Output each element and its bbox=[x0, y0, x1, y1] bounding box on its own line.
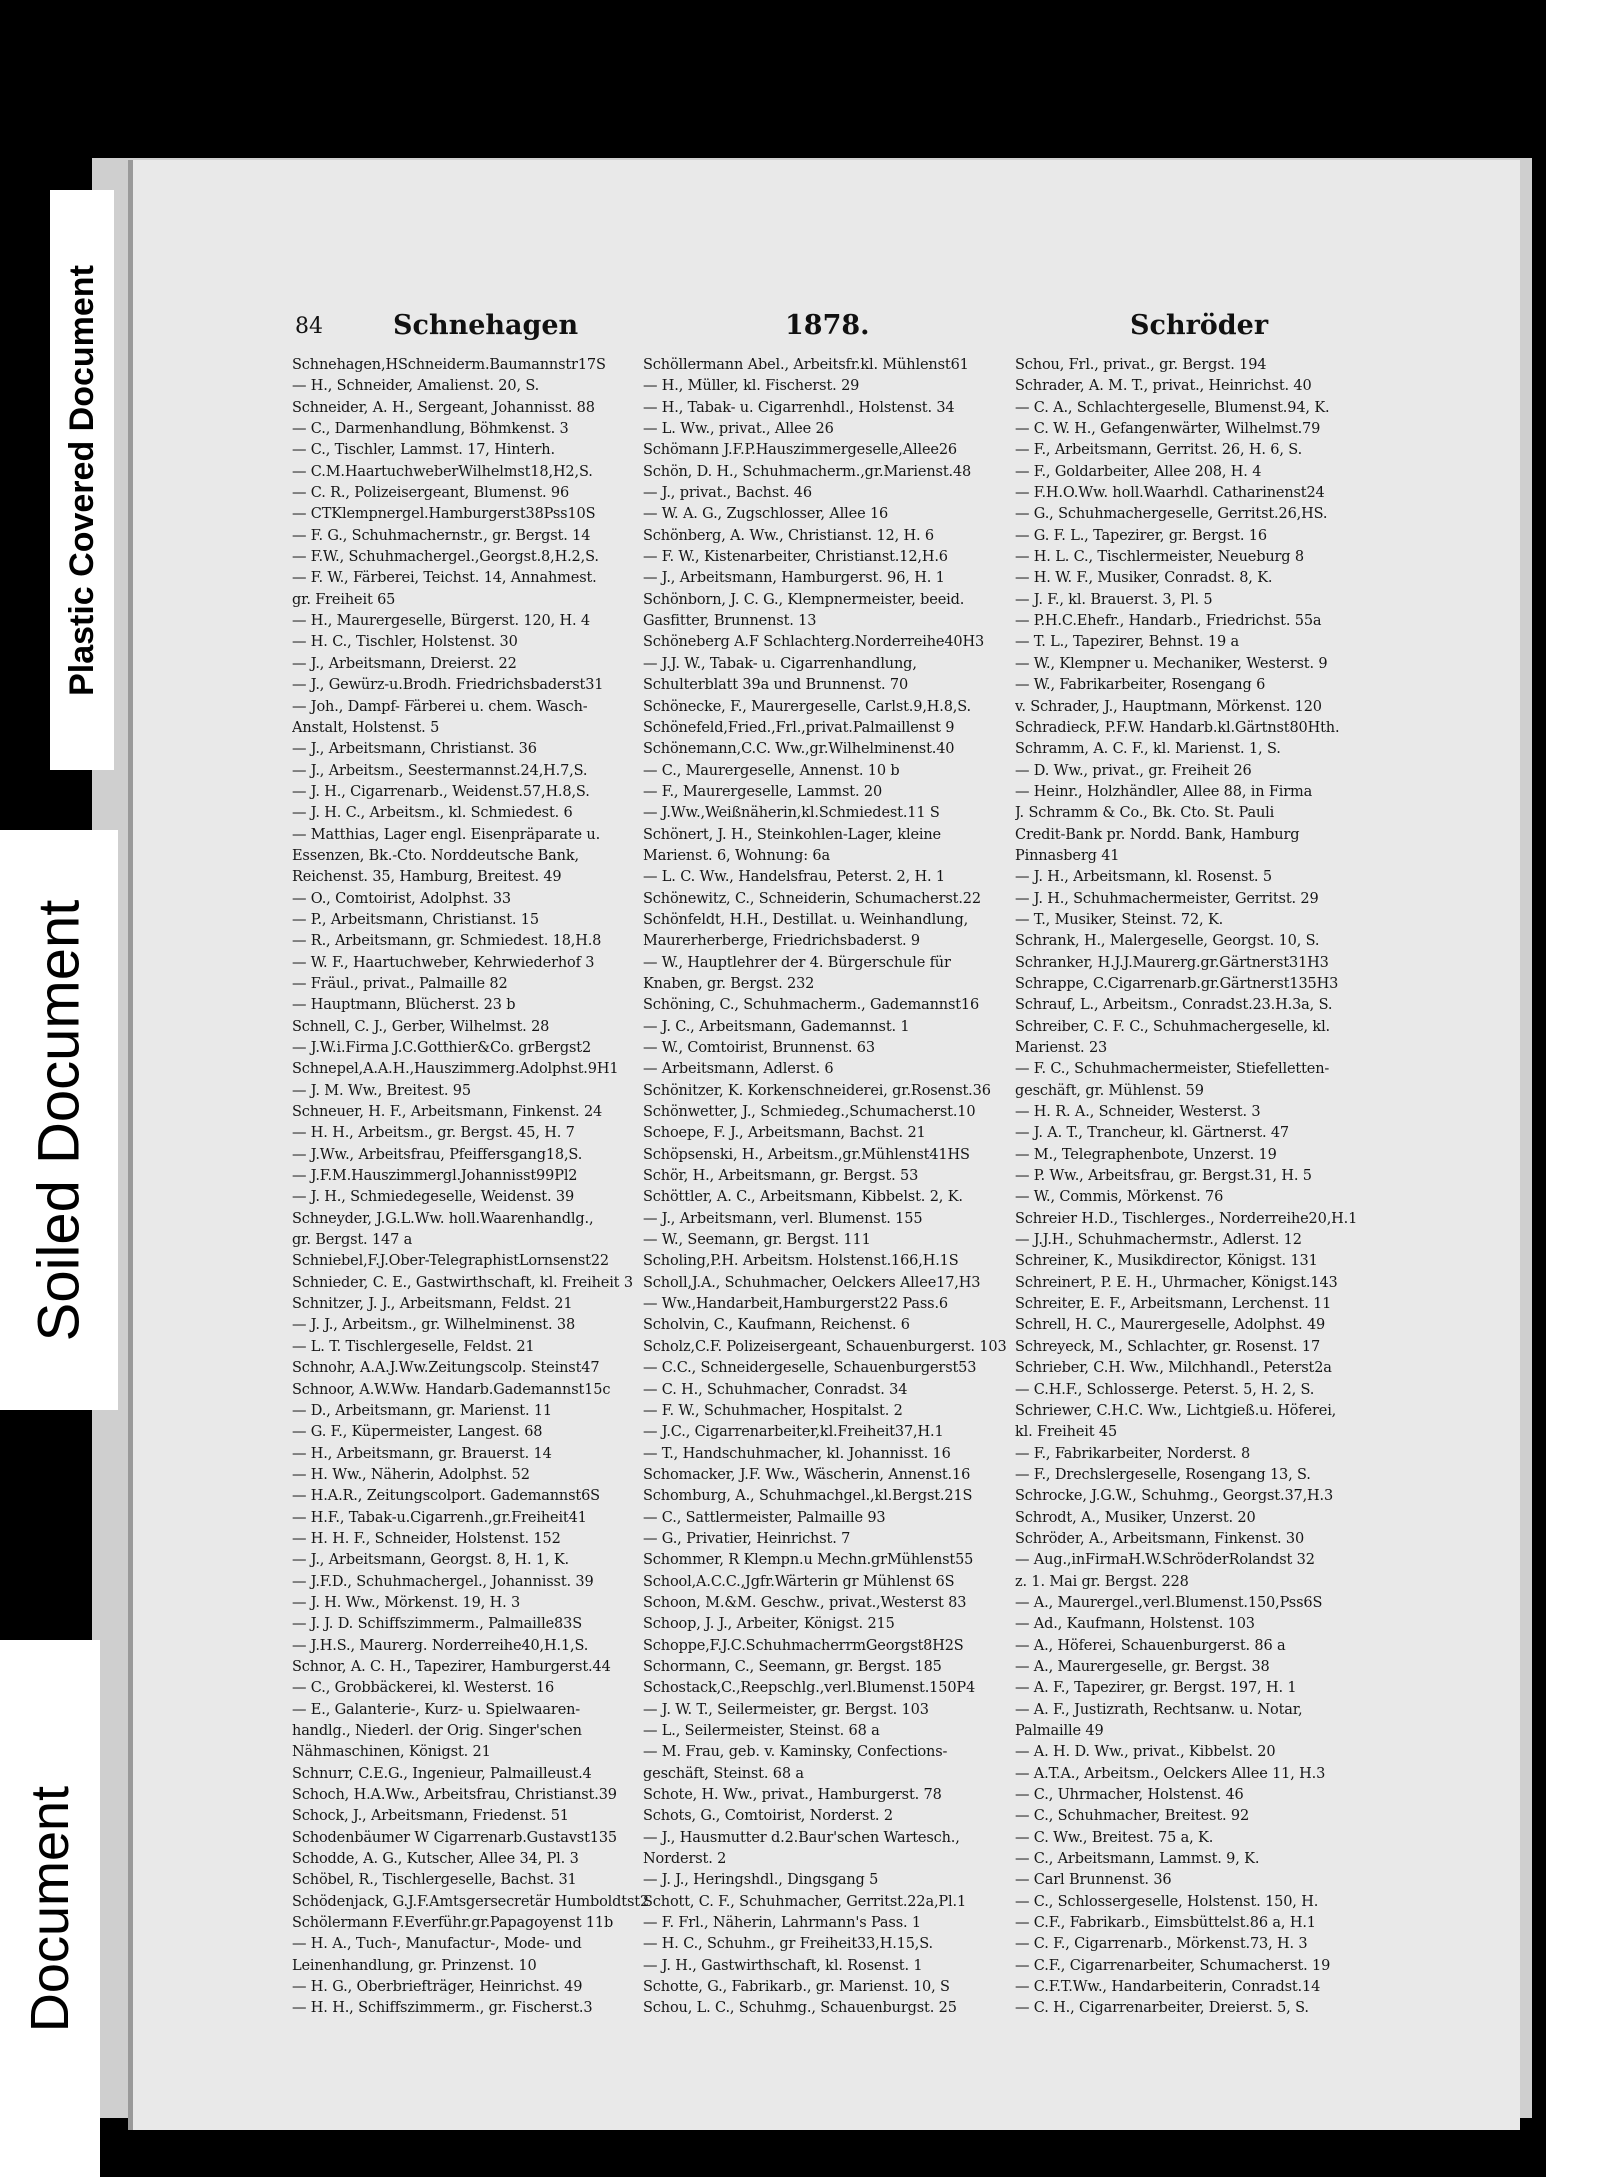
directory-entry-line: Schönwetter, J., Schmiedeg.,Schumacherst.10 bbox=[643, 1104, 976, 1121]
directory-entry-line: Reichenst. 35, Hamburg, Breitest. 49 bbox=[292, 869, 562, 886]
directory-entry-line: — H. C., Schuhm., gr Freiheit33,H.15,S. bbox=[643, 1936, 933, 1953]
directory-entry-line: — C., Arbeitsmann, Lammst. 9, K. bbox=[1015, 1851, 1260, 1868]
directory-entry-line: — H. H. F., Schneider, Holstenst. 152 bbox=[292, 1530, 561, 1547]
directory-entry-line: — J.H.S., Maurerg. Norderreihe40,H.1,S. bbox=[292, 1637, 589, 1654]
directory-entry-line: Knaben, gr. Bergst. 232 bbox=[643, 975, 815, 992]
directory-entry-line: — Matthias, Lager engl. Eisenpräparate u. bbox=[292, 826, 601, 843]
directory-entry-line: — J., Gewürz-u.Brodh. Friedrichsbaderst31 bbox=[292, 677, 604, 694]
directory-entry-line: — J., Arbeitsmann, Hamburgerst. 96, H. 1 bbox=[643, 570, 945, 587]
directory-entry-line: — H. R. A., Schneider, Westerst. 3 bbox=[1015, 1104, 1261, 1121]
directory-entry-line: Schrocke, J.G.W., Schuhmg., Georgst.37,H.3 bbox=[1015, 1488, 1334, 1505]
directory-entry-line: Schormann, C., Seemann, gr. Bergst. 185 bbox=[643, 1658, 942, 1675]
side-label-document-text: Document bbox=[20, 1785, 80, 2032]
directory-entry-line: — C.F., Cigarrenarbeiter, Schumacherst. 19 bbox=[1015, 1957, 1331, 1974]
directory-entry-line: — F. C., Schuhmachermeister, Stiefelletten- bbox=[1015, 1061, 1330, 1078]
directory-entry-line: Schou, L. C., Schuhmg., Schauenburgst. 25 bbox=[643, 2000, 957, 2017]
directory-entry-line: Schodde, A. G., Kutscher, Allee 34, Pl. 3 bbox=[292, 1851, 579, 1868]
directory-entry-line: Schreiber, C. F. C., Schuhmachergeselle, kl. bbox=[1015, 1018, 1331, 1035]
directory-entry-line: — A., Maurergel.,verl.Blumenst.150,Pss6S bbox=[1015, 1594, 1323, 1611]
directory-entry-line: — Aug.,inFirmaH.W.SchröderRolandst 32 bbox=[1015, 1552, 1315, 1569]
directory-entry-line: — J. C., Arbeitsmann, Gademannst. 1 bbox=[643, 1018, 910, 1035]
directory-entry-line: Schriewer, C.H.C. Ww., Lichtgieß.u. Höferei, bbox=[1015, 1402, 1337, 1419]
directory-entry-line: Schodenbäumer W Cigarrenarb.Gustavst135 bbox=[292, 1829, 618, 1846]
directory-entry-line: — F., Maurergeselle, Lammst. 20 bbox=[643, 783, 883, 800]
directory-entry-line: Schönefeld,Fried.,Frl.,privat.Palmaillenst 9 bbox=[643, 719, 955, 736]
directory-entry-line: — C. Ww., Breitest. 75 a, K. bbox=[1015, 1829, 1214, 1846]
directory-entry-line: — T. L., Tapezirer, Behnst. 19 a bbox=[1015, 634, 1240, 651]
directory-entry-line: — J.F.D., Schuhmachergel., Johannisst. 39 bbox=[292, 1573, 594, 1590]
side-label-plastic-text: Plastic Covered Document bbox=[62, 264, 101, 696]
directory-entry-line: v. Schrader, J., Hauptmann, Mörkenst. 120 bbox=[1015, 698, 1322, 715]
directory-entry-line: Schönitzer, K. Korkenschneiderei, gr.Rosenst.36 bbox=[643, 1082, 991, 1099]
directory-entry-line: Schröder, A., Arbeitsmann, Finkenst. 30 bbox=[1015, 1530, 1305, 1547]
directory-entry-line: — J. H., Cigarrenarb., Weidenst.57,H.8,S. bbox=[292, 783, 590, 800]
directory-entry-line: handlg., Niederl. der Orig. Singer'schen bbox=[292, 1723, 582, 1739]
directory-entry-line: Schönecke, F., Maurergeselle, Carlst.9,H.8,S. bbox=[643, 698, 971, 715]
directory-entry-line: — C., Darmenhandlung, Böhmkenst. 3 bbox=[292, 421, 569, 438]
directory-entry-line: — H. L. C., Tischlermeister, Neueburg 8 bbox=[1015, 549, 1304, 566]
directory-entry-line: — H., Müller, kl. Fischerst. 29 bbox=[643, 378, 860, 395]
directory-entry-line: — A. F., Justizrath, Rechtsanw. u. Notar, bbox=[1015, 1701, 1303, 1718]
directory-entry-line: Schoop, J. J., Arbeiter, Königst. 215 bbox=[643, 1616, 895, 1633]
directory-entry-line: Schomburg, A., Schuhmachgel.,kl.Bergst.21S bbox=[643, 1488, 973, 1505]
directory-entry-line: kl. Freiheit 45 bbox=[1015, 1424, 1118, 1441]
directory-entry-line: Schots, G., Comtoirist, Norderst. 2 bbox=[643, 1808, 893, 1825]
directory-entry-line: — Fräul., privat., Palmaille 82 bbox=[292, 975, 508, 992]
directory-entry-line: Schölermann F.Everführ.gr.Papagoyenst 11b bbox=[292, 1915, 614, 1932]
directory-entry-line: Marienst. 23 bbox=[1015, 1040, 1108, 1056]
directory-entry-line: — O., Comtoirist, Adolphst. 33 bbox=[292, 890, 511, 907]
directory-column-left bbox=[292, 355, 658, 2020]
directory-entry-line: — H. W. F., Musiker, Conradst. 8, K. bbox=[1015, 570, 1273, 587]
directory-entry-line: — J., Arbeitsm., Seestermannst.24,H.7,S. bbox=[292, 762, 588, 779]
directory-entry-line: — F., Drechslergeselle, Rosengang 13, S. bbox=[1015, 1466, 1311, 1483]
directory-entry-line: Schnurr, C.E.G., Ingenieur, Palmailleust.4 bbox=[292, 1765, 592, 1782]
directory-entry-line: Schnehagen,HSchneiderm.Baumannstr17S bbox=[292, 357, 606, 373]
directory-entry-line: Schöllermann Abel., Arbeitsfr.kl. Mühlenst61 bbox=[643, 357, 969, 373]
directory-entry-line: — Hauptmann, Blücherst. 23 b bbox=[292, 997, 516, 1014]
directory-entry-line: — Arbeitsmann, Adlerst. 6 bbox=[643, 1061, 834, 1078]
directory-entry-line: Schrappe, C.Cigarrenarb.gr.Gärtnerst135H3 bbox=[1015, 975, 1339, 992]
directory-entry-line: Schrank, H., Malergeselle, Georgst. 10, S. bbox=[1015, 933, 1320, 950]
directory-entry-line: Schön, D. H., Schuhmacherm.,gr.Marienst.48 bbox=[643, 463, 972, 480]
right-margin bbox=[1540, 0, 1600, 2177]
directory-entry-line: Schote, H. Ww., privat., Hamburgerst. 78 bbox=[643, 1787, 942, 1804]
directory-entry-line: Nähmaschinen, Königst. 21 bbox=[292, 1744, 491, 1761]
directory-entry-line: — F., Fabrikarbeiter, Norderst. 8 bbox=[1015, 1445, 1251, 1462]
directory-entry-line: Schnitzer, J. J., Arbeitsmann, Feldst. 21 bbox=[292, 1296, 573, 1313]
directory-entry-line: — H.A.R., Zeitungscolport. Gademannst6S bbox=[292, 1488, 600, 1505]
directory-entry-line: — L., Seilermeister, Steinst. 68 a bbox=[643, 1723, 880, 1739]
directory-entry-line: — F. W., Färberei, Teichst. 14, Annahmest. bbox=[292, 570, 597, 587]
directory-entry-line: Schnell, C. J., Gerber, Wilhelmst. 28 bbox=[292, 1018, 550, 1035]
directory-entry-line: Scholvin, C., Kaufmann, Reichenst. 6 bbox=[643, 1317, 910, 1334]
directory-entry-line: Gasfitter, Brunnenst. 13 bbox=[643, 613, 817, 630]
directory-entry-line: — C.H.F., Schlosserge. Peterst. 5, H. 2, S. bbox=[1015, 1381, 1315, 1398]
directory-entry-line: — J.F.M.Hauszimmergl.Johannisst99Pl2 bbox=[292, 1168, 578, 1185]
directory-entry-line: — J., Arbeitsmann, Dreierst. 22 bbox=[292, 655, 517, 672]
directory-entry-line: — C. A., Schlachtergeselle, Blumenst.94, K. bbox=[1015, 399, 1330, 416]
side-label-soiled-text: Soiled Document bbox=[26, 899, 92, 1341]
directory-entry-line: — Joh., Dampf- Färberei u. chem. Wasch- bbox=[292, 698, 588, 715]
directory-entry-line: — J. H. C., Arbeitsm., kl. Schmiedest. 6 bbox=[292, 805, 573, 822]
directory-entry-line: — W., Hauptlehrer der 4. Bürgerschule für bbox=[643, 954, 951, 971]
directory-entry-line: Schoppe,F.J.C.SchuhmacherrmGeorgst8H2S bbox=[643, 1637, 964, 1654]
directory-entry-line: — A. H. D. Ww., privat., Kibbelst. 20 bbox=[1015, 1744, 1276, 1761]
page-number: 84 bbox=[295, 314, 323, 339]
directory-entry-line: — A.T.A., Arbeitsm., Oelckers Allee 11, H.3 bbox=[1015, 1765, 1326, 1782]
directory-entry-line: — J., Hausmutter d.2.Baur'schen Wartesch., bbox=[643, 1829, 960, 1846]
directory-entry-line: — J. H., Schmiedegeselle, Weidenst. 39 bbox=[292, 1189, 575, 1206]
directory-entry-line: — C., Schuhmacher, Breitest. 92 bbox=[1015, 1808, 1250, 1825]
directory-entry-line: — G., Privatier, Heinrichst. 7 bbox=[643, 1530, 851, 1547]
directory-entry-line: Schrell, H. C., Maurergeselle, Adolphst. 49 bbox=[1015, 1317, 1326, 1334]
directory-entry-line: Schrauf, L., Arbeitsm., Conradst.23.H.3a, S. bbox=[1015, 997, 1333, 1014]
directory-entry-line: — G., Schuhmachergeselle, Gerritst.26,HS. bbox=[1015, 506, 1328, 523]
directory-entry-line: — J. W. T., Seilermeister, gr. Bergst. 103 bbox=[643, 1701, 929, 1718]
directory-entry-line: Scholl,J.A., Schuhmacher, Oelckers Allee17,H3 bbox=[643, 1274, 981, 1291]
directory-entry-line: — H. H., Arbeitsm., gr. Bergst. 45, H. 7 bbox=[292, 1125, 575, 1142]
directory-entry-line: — H., Schneider, Amalienst. 20, S. bbox=[292, 378, 540, 395]
directory-entry-line: geschäft, gr. Mühlenst. 59 bbox=[1015, 1082, 1204, 1099]
directory-entry-line: Pinnasberg 41 bbox=[1015, 847, 1120, 864]
directory-entry-line: — C.C., Schneidergeselle, Schauenburgerst53 bbox=[643, 1360, 977, 1377]
directory-entry-line: z. 1. Mai gr. Bergst. 228 bbox=[1015, 1573, 1189, 1590]
directory-entry-line: Schneyder, J.G.L.Ww. holl.Waarenhandlg., bbox=[292, 1210, 594, 1227]
directory-entry-line: — W., Fabrikarbeiter, Rosengang 6 bbox=[1015, 677, 1266, 694]
directory-entry-line: Schostack,C.,Reepschlg.,verl.Blumenst.150P4 bbox=[643, 1680, 976, 1697]
directory-entry-line: Palmaille 49 bbox=[1015, 1723, 1104, 1739]
directory-entry-line: gr. Freiheit 65 bbox=[292, 591, 396, 608]
directory-entry-line: Schoepe, F. J., Arbeitsmann, Bachst. 21 bbox=[643, 1125, 926, 1142]
directory-entry-line: — H. H., Schiffszimmerm., gr. Fischerst.3 bbox=[292, 2000, 593, 2017]
directory-entry-line: Schotte, G., Fabrikarb., gr. Marienst. 10, S bbox=[643, 1979, 950, 1996]
directory-entry-line: — C.M.HaartuchweberWilhelmst18,H2,S. bbox=[292, 463, 593, 480]
directory-entry-line: — H. G., Oberbriefträger, Heinrichst. 49 bbox=[292, 1979, 583, 1996]
directory-entry-line: — J. J., Arbeitsm., gr. Wilhelminenst. 38 bbox=[292, 1317, 576, 1334]
directory-entry-line: — W., Klempner u. Mechaniker, Westerst. 9 bbox=[1015, 655, 1328, 672]
directory-entry-line: — F. W., Kistenarbeiter, Christianst.12,H.6 bbox=[643, 549, 948, 566]
directory-entry-line: — C.F., Fabrikarb., Eimsbüttelst.86 a, H.1 bbox=[1015, 1915, 1316, 1932]
directory-entry-line: — F., Arbeitsmann, Gerritst. 26, H. 6, S. bbox=[1015, 442, 1303, 459]
directory-entry-line: — J. H. Ww., Mörkenst. 19, H. 3 bbox=[292, 1594, 521, 1611]
side-label-soiled bbox=[0, 830, 118, 1410]
directory-entry-line: — M. Frau, geb. v. Kaminsky, Confections- bbox=[643, 1744, 948, 1761]
directory-entry-line: Schrieber, C.H. Ww., Milchhandl., Peterst2a bbox=[1015, 1360, 1332, 1377]
directory-entry-line: — C. H., Cigarrenarbeiter, Dreierst. 5, S. bbox=[1015, 2000, 1309, 2017]
directory-entry-line: — L. T. Tischlergeselle, Feldst. 21 bbox=[292, 1338, 535, 1355]
directory-entry-line: Norderst. 2 bbox=[643, 1851, 727, 1868]
directory-entry-line: Schock, J., Arbeitsmann, Friedenst. 51 bbox=[292, 1808, 569, 1825]
directory-entry-line: — Carl Brunnenst. 36 bbox=[1015, 1872, 1172, 1889]
directory-entry-line: Scholz,C.F. Polizeisergeant, Schauenburgerst. 103 bbox=[643, 1338, 1007, 1355]
directory-entry-line: — D. Ww., privat., gr. Freiheit 26 bbox=[1015, 762, 1252, 779]
directory-entry-line: — P., Arbeitsmann, Christianst. 15 bbox=[292, 911, 539, 928]
directory-entry-line: — W., Commis, Mörkenst. 76 bbox=[1015, 1189, 1224, 1206]
directory-entry-line: Schneider, A. H., Sergeant, Johannisst. 88 bbox=[292, 399, 595, 416]
directory-entry-line: Schör, H., Arbeitsmann, gr. Bergst. 53 bbox=[643, 1168, 919, 1185]
directory-entry-line: — F.H.O.Ww. holl.Waarhdl. Catharinenst24 bbox=[1015, 485, 1325, 502]
directory-entry-line: Schöpsenski, H., Arbeitsm.,gr.Mühlenst41HS bbox=[643, 1146, 970, 1163]
directory-entry-line: — J., privat., Bachst. 46 bbox=[643, 485, 812, 502]
directory-entry-line: — J., Arbeitsmann, Georgst. 8, H. 1, K. bbox=[292, 1552, 570, 1569]
directory-entry-line: — J.C., Cigarrenarbeiter,kl.Freiheit37,H.1 bbox=[643, 1424, 944, 1441]
directory-entry-line: Schradieck, P.F.W. Handarb.kl.Gärtnst80Hth. bbox=[1015, 719, 1340, 736]
directory-entry-line: Credit-Bank pr. Nordd. Bank, Hamburg bbox=[1015, 826, 1300, 843]
directory-entry-line: — J. J. D. Schiffszimmerm., Palmaille83S bbox=[292, 1616, 582, 1633]
directory-entry-line: — M., Telegraphenbote, Unzerst. 19 bbox=[1015, 1146, 1277, 1163]
page-header bbox=[295, 310, 1515, 354]
directory-entry-line: geschäft, Steinst. 68 a bbox=[643, 1765, 804, 1782]
directory-entry-line: — F.W., Schuhmachergel.,Georgst.8,H.2,S. bbox=[292, 549, 599, 566]
directory-entry-line: Marienst. 6, Wohnung: 6a bbox=[643, 847, 830, 864]
header-year: 1878. bbox=[785, 310, 870, 341]
directory-entry-line: Schömann J.F.P.Hauszimmergeselle,Allee26 bbox=[643, 442, 958, 459]
directory-entry-line: Schönert, J. H., Steinkohlen-Lager, kleine bbox=[643, 826, 941, 843]
directory-entry-line: — C., Schlossergeselle, Holstenst. 150, H. bbox=[1015, 1893, 1319, 1910]
directory-entry-line: Schommer, R Klempn.u Mechn.grMühlenst55 bbox=[643, 1552, 974, 1569]
directory-entry-line: Schöbel, R., Tischlergeselle, Bachst. 31 bbox=[292, 1872, 577, 1889]
directory-entry-line: — H. C., Tischler, Holstenst. 30 bbox=[292, 634, 518, 651]
directory-entry-line: — F. W., Schuhmacher, Hospitalst. 2 bbox=[643, 1402, 903, 1419]
directory-entry-line: — C. H., Schuhmacher, Conradst. 34 bbox=[643, 1381, 908, 1398]
directory-entry-line: Schnoor, A.W.Ww. Handarb.Gademannst15c bbox=[292, 1381, 611, 1398]
directory-entry-line: — C., Uhrmacher, Holstenst. 46 bbox=[1015, 1787, 1244, 1804]
directory-entry-line: Leinenhandlung, gr. Prinzenst. 10 bbox=[292, 1957, 537, 1974]
directory-entry-line: Schnohr, A.A.J.Ww.Zeitungscolp. Steinst47 bbox=[292, 1360, 600, 1377]
directory-entry-line: — C.F.T.Ww., Handarbeiterin, Conradst.14 bbox=[1015, 1979, 1321, 1996]
directory-entry-line: — W. F., Haartuchweber, Kehrwiederhof 3 bbox=[292, 954, 595, 971]
directory-entry-line: — C., Sattlermeister, Palmaille 93 bbox=[643, 1509, 886, 1526]
directory-entry-line: Schniebel,F.J.Ober-TelegraphistLornsenst22 bbox=[292, 1253, 609, 1270]
directory-entry-line: — J. J., Heringshdl., Dingsgang 5 bbox=[643, 1872, 879, 1889]
directory-entry-line: J. Schramm & Co., Bk. Cto. St. Pauli bbox=[1015, 805, 1275, 822]
directory-entry-line: — H. A., Tuch-, Manufactur-, Mode- und bbox=[292, 1936, 582, 1953]
directory-entry-line: Schreinert, P. E. H., Uhrmacher, Königst.143 bbox=[1015, 1274, 1338, 1291]
directory-entry-line: — W., Comtoirist, Brunnenst. 63 bbox=[643, 1040, 875, 1056]
directory-entry-line: — L. Ww., privat., Allee 26 bbox=[643, 421, 834, 438]
directory-entry-line: Schöning, C., Schuhmacherm., Gademannst16 bbox=[643, 997, 980, 1014]
directory-entry-line: — F., Goldarbeiter, Allee 208, H. 4 bbox=[1015, 463, 1262, 480]
directory-entry-line: — W. A. G., Zugschlosser, Allee 16 bbox=[643, 506, 889, 523]
directory-entry-line: — A., Höferei, Schauenburgerst. 86 a bbox=[1015, 1637, 1286, 1654]
directory-entry-line: — J., Arbeitsmann, verl. Blumenst. 155 bbox=[643, 1210, 923, 1227]
directory-entry-line: — Ad., Kaufmann, Holstenst. 103 bbox=[1015, 1616, 1255, 1633]
directory-entry-line: — D., Arbeitsmann, gr. Marienst. 11 bbox=[292, 1402, 553, 1419]
directory-entry-line: Schranker, H.J.J.Maurerg.gr.Gärtnerst31H3 bbox=[1015, 954, 1329, 971]
directory-entry-line: — P.H.C.Ehefr., Handarb., Friedrichst. 55a bbox=[1015, 613, 1322, 630]
directory-entry-line: Schönberg, A. Ww., Christianst. 12, H. 6 bbox=[643, 527, 935, 544]
directory-entry-line: Schönewitz, C., Schneiderin, Schumacherst.22 bbox=[643, 890, 981, 907]
directory-entry-line: — J., Arbeitsmann, Christianst. 36 bbox=[292, 741, 537, 758]
directory-entry-line: — J.J.H., Schuhmachermstr., Adlerst. 12 bbox=[1015, 1232, 1302, 1249]
header-right-catchword: Schröder bbox=[1130, 310, 1269, 341]
directory-entry-line: — J.J. W., Tabak- u. Cigarrenhandlung, bbox=[643, 655, 917, 672]
directory-entry-line: Schulterblatt 39a und Brunnenst. 70 bbox=[643, 677, 909, 694]
directory-entry-line: Schöttler, A. C., Arbeitsmann, Kibbelst. 2, K. bbox=[643, 1189, 963, 1206]
directory-entry-line: — C. R., Polizeisergeant, Blumenst. 96 bbox=[292, 485, 570, 502]
directory-entry-line: — J. F., kl. Brauerst. 3, Pl. 5 bbox=[1015, 591, 1213, 608]
directory-entry-line: Schramm, A. C. F., kl. Marienst. 1, S. bbox=[1015, 741, 1281, 758]
directory-entry-line: — H.F., Tabak-u.Cigarrenh.,gr.Freiheit41 bbox=[292, 1509, 587, 1526]
directory-entry-line: Schneuer, H. F., Arbeitsmann, Finkenst. 24 bbox=[292, 1104, 603, 1121]
directory-entry-line: — A., Maurergeselle, gr. Bergst. 38 bbox=[1015, 1658, 1270, 1675]
directory-entry-line: Schrader, A. M. T., privat., Heinrichst. 40 bbox=[1015, 378, 1312, 395]
directory-entry-line: — C. F., Cigarrenarb., Mörkenst.73, H. 3 bbox=[1015, 1936, 1308, 1953]
directory-entry-line: — F. Frl., Näherin, Lahrmann's Pass. 1 bbox=[643, 1915, 921, 1932]
directory-entry-line: Schnieder, C. E., Gastwirthschaft, kl. Freiheit 3 bbox=[292, 1274, 633, 1291]
directory-entry-line: — J. H., Schuhmachermeister, Gerritst. 29 bbox=[1015, 890, 1319, 907]
directory-entry-line: Schreiner, K., Musikdirector, Königst. 131 bbox=[1015, 1253, 1318, 1270]
directory-entry-line: — H., Maurergeselle, Bürgerst. 120, H. 4 bbox=[292, 613, 591, 630]
directory-entry-line: — C. W. H., Gefangenwärter, Wilhelmst.79 bbox=[1015, 421, 1321, 438]
directory-entry-line: — H. Ww., Näherin, Adolphst. 52 bbox=[292, 1466, 530, 1483]
directory-entry-line: — F. G., Schuhmachernstr., gr. Bergst. 14 bbox=[292, 527, 591, 544]
directory-entry-line: — R., Arbeitsmann, gr. Schmiedest. 18,H.8 bbox=[292, 933, 602, 950]
directory-entry-line: — H., Tabak- u. Cigarrenhdl., Holstenst. 34 bbox=[643, 399, 955, 416]
directory-entry-line: — P. Ww., Arbeitsfrau, gr. Bergst.31, H. 5 bbox=[1015, 1168, 1312, 1185]
directory-entry-line: — Ww.,Handarbeit,Hamburgerst22 Pass.6 bbox=[643, 1296, 948, 1313]
directory-entry-line: — A. F., Tapezirer, gr. Bergst. 197, H. 1 bbox=[1015, 1680, 1297, 1697]
directory-entry-line: — T., Musiker, Steinst. 72, K. bbox=[1015, 911, 1224, 928]
directory-entry-line: — J. H., Arbeitsmann, kl. Rosenst. 5 bbox=[1015, 869, 1272, 886]
directory-entry-line: — L. C. Ww., Handelsfrau, Peterst. 2, H. 1 bbox=[643, 869, 945, 886]
directory-column-middle bbox=[643, 355, 1009, 2020]
directory-entry-line: School,A.C.C.,Jgfr.Wärterin gr Mühlenst 6S bbox=[643, 1573, 955, 1590]
directory-entry-line: — C., Tischler, Lammst. 17, Hinterh. bbox=[292, 442, 555, 459]
directory-entry-line: — CTKlempnergel.Hamburgerst38Pss10S bbox=[292, 506, 596, 523]
directory-column-right bbox=[1015, 355, 1381, 2020]
directory-entry-line: Essenzen, Bk.-Cto. Norddeutsche Bank, bbox=[292, 847, 579, 864]
directory-entry-line: Schönemann,C.C. Ww.,gr.Wilhelminenst.40 bbox=[643, 741, 955, 758]
directory-entry-line: Schreiter, E. F., Arbeitsmann, Lerchenst. 11 bbox=[1015, 1296, 1332, 1313]
directory-entry-line: gr. Bergst. 147 a bbox=[292, 1232, 413, 1249]
directory-entry-line: Schou, Frl., privat., gr. Bergst. 194 bbox=[1015, 357, 1267, 373]
directory-entry-line: Maurerherberge, Friedrichsbaderst. 9 bbox=[643, 933, 920, 950]
directory-entry-line: — J. A. T., Trancheur, kl. Gärtnerst. 47 bbox=[1015, 1125, 1290, 1142]
directory-entry-line: — G. F., Küpermeister, Langest. 68 bbox=[292, 1424, 543, 1441]
directory-entry-line: Schönfeldt, H.H., Destillat. u. Weinhandlung, bbox=[643, 911, 969, 928]
directory-entry-line: — C., Maurergeselle, Annenst. 10 b bbox=[643, 762, 900, 779]
directory-entry-line: — J. M. Ww., Breitest. 95 bbox=[292, 1082, 471, 1099]
directory-entry-line: — W., Seemann, gr. Bergst. 111 bbox=[643, 1232, 871, 1249]
directory-entry-line: — G. F. L., Tapezirer, gr. Bergst. 16 bbox=[1015, 527, 1267, 544]
directory-entry-line: Schott, C. F., Schuhmacher, Gerritst.22a,Pl.1 bbox=[643, 1893, 967, 1910]
directory-entry-line: — J.Ww.,Weißnäherin,kl.Schmiedest.11 S bbox=[643, 805, 940, 822]
directory-entry-line: Schrodt, A., Musiker, Unzerst. 20 bbox=[1015, 1509, 1256, 1526]
directory-entry-line: Schönborn, J. C. G., Klempnermeister, beeid. bbox=[643, 591, 965, 608]
directory-entry-line: — T., Handschuhmacher, kl. Johannisst. 16 bbox=[643, 1445, 951, 1462]
side-label-document bbox=[0, 1640, 100, 2177]
directory-entry-line: — C., Grobbäckerei, kl. Westerst. 16 bbox=[292, 1680, 555, 1697]
directory-entry-line: Anstalt, Holstenst. 5 bbox=[292, 719, 440, 736]
directory-entry-line: Schödenjack, G.J.F.Amtsgersecretär Humboldtst2 bbox=[292, 1893, 650, 1910]
directory-entry-line: — J.W.i.Firma J.C.Gotthier&Co. grBergst2 bbox=[292, 1040, 592, 1056]
directory-entry-line: — H., Arbeitsmann, gr. Brauerst. 14 bbox=[292, 1445, 552, 1462]
directory-entry-line: Schnepel,A.A.H.,Hauszimmerg.Adolphst.9H1 bbox=[292, 1061, 619, 1078]
directory-entry-line: Schoch, H.A.Ww., Arbeitsfrau, Christianst.39 bbox=[292, 1787, 617, 1804]
directory-entry-line: — J. H., Gastwirthschaft, kl. Rosenst. 1 bbox=[643, 1957, 923, 1974]
directory-entry-line: Schreyeck, M., Schlachter, gr. Rosenst. 17 bbox=[1015, 1338, 1321, 1355]
header-left-catchword: Schnehagen bbox=[393, 310, 579, 341]
side-label-plastic bbox=[50, 190, 114, 770]
directory-entry-line: — E., Galanterie-, Kurz- u. Spielwaaren- bbox=[292, 1701, 581, 1718]
directory-entry-line: Schoon, M.&M. Geschw., privat.,Westerst 83 bbox=[643, 1594, 967, 1611]
directory-entry-line: Scholing,P.H. Arbeitsm. Holstenst.166,H.1S bbox=[643, 1253, 959, 1270]
directory-entry-line: Schnor, A. C. H., Tapezirer, Hamburgerst.44 bbox=[292, 1658, 611, 1675]
directory-entry-line: — Heinr., Holzhändler, Allee 88, in Firma bbox=[1015, 783, 1313, 800]
directory-entry-line: Schreier H.D., Tischlerges., Norderreihe20,H.1 bbox=[1015, 1210, 1358, 1227]
directory-entry-line: Schomacker, J.F. Ww., Wäscherin, Annenst.16 bbox=[643, 1466, 971, 1483]
directory-entry-line: Schöneberg A.F Schlachterg.Norderreihe40H3 bbox=[643, 634, 985, 651]
directory-entry-line: — J.Ww., Arbeitsfrau, Pfeiffersgang18,S. bbox=[292, 1146, 583, 1163]
